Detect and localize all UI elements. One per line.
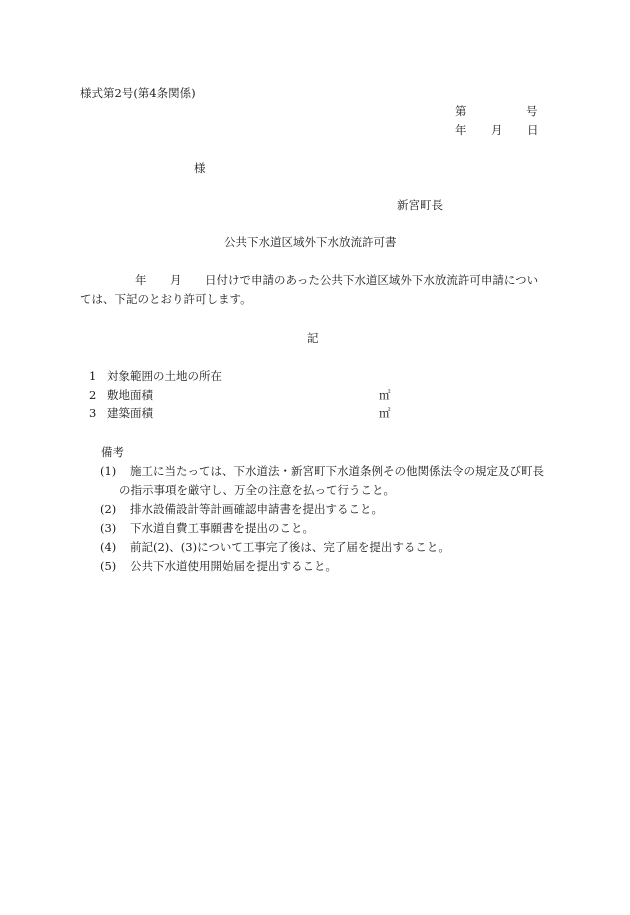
form-label: 様式第2号(第4条関係) bbox=[80, 86, 196, 100]
note-5-line-1: 公共下水道使用開始届を提出すること。 bbox=[130, 559, 337, 573]
note-2-line-1: 排水設備設計等計画確認申請書を提出すること。 bbox=[130, 502, 383, 516]
note-5-number: (5) bbox=[100, 559, 117, 573]
body-year: 年 bbox=[135, 273, 147, 287]
item-3-label: 建築面積 bbox=[107, 406, 153, 420]
item-1-number: 1 bbox=[89, 369, 97, 383]
note-1-line-2: の指示事項を厳守し、万全の注意を払って行うこと。 bbox=[119, 483, 395, 497]
item-3-number: 3 bbox=[89, 406, 97, 420]
number-suffix: 号 bbox=[526, 104, 538, 118]
note-3-line-1: 下水道自費工事願書を提出のこと。 bbox=[130, 521, 314, 535]
item-2-number: 2 bbox=[89, 388, 97, 402]
item-3-unit: ㎡ bbox=[379, 406, 391, 420]
item-2-label: 敷地面積 bbox=[107, 388, 153, 402]
ki-heading: 記 bbox=[307, 331, 319, 345]
note-4-number: (4) bbox=[100, 540, 117, 554]
item-1-label: 対象範囲の土地の所在 bbox=[107, 369, 222, 383]
note-2-number: (2) bbox=[100, 502, 117, 516]
remarks-heading: 備考 bbox=[101, 445, 124, 459]
note-1-line-1: 施工に当たっては、下水道法・新宮町下水道条例その他関係法令の規定及び町長 bbox=[130, 464, 544, 478]
addressee-honorific: 様 bbox=[194, 161, 206, 175]
body-month: 月 bbox=[170, 273, 182, 287]
document-title: 公共下水道区域外下水放流許可書 bbox=[224, 235, 397, 249]
note-3-number: (3) bbox=[100, 521, 117, 535]
date-day: 日 bbox=[527, 123, 539, 137]
issuer-title: 新宮町長 bbox=[397, 198, 443, 212]
item-2-unit: ㎡ bbox=[379, 388, 391, 402]
body-line-2: ては、下記のとおり許可します。 bbox=[80, 292, 252, 306]
date-month: 月 bbox=[491, 123, 503, 137]
note-1-number: (1) bbox=[100, 464, 117, 478]
body-line-1: 日付けで申請のあった公共下水道区域外下水放流許可申請につい bbox=[205, 273, 539, 287]
number-prefix: 第 bbox=[455, 104, 467, 118]
date-year: 年 bbox=[455, 123, 467, 137]
note-4-line-1: 前記(2)、(3)について工事完了後は、完了届を提出すること。 bbox=[130, 540, 450, 554]
